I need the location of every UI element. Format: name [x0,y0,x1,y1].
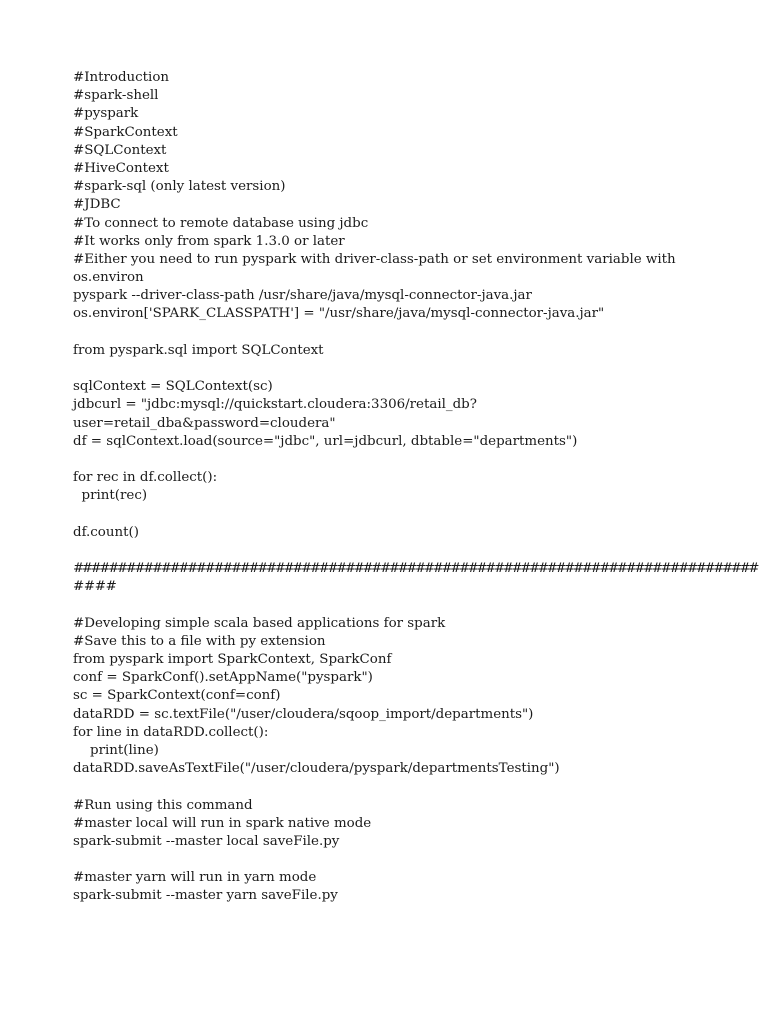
code-line: spark-submit --master local saveFile.py [73,833,340,849]
code-line: os.environ['SPARK_CLASSPATH'] = "/usr/share/java/mysql-connector-java.jar" [73,306,605,322]
blank-line [73,324,733,342]
code-line: sc = SparkContext(conf=conf) [73,688,281,704]
blank-line [73,506,733,524]
blank-line [73,596,733,614]
code-line: df.count() [73,524,139,540]
heading-introduction: #Introduction [73,70,170,85]
hash-separator: ############################################################################## [73,561,758,577]
text-line: os.environ [73,270,144,286]
code-line: user=retail_dba&password=cloudera" [73,415,336,431]
text-line: #SparkContext [73,124,178,140]
blank-line [73,851,733,869]
blank-line [73,778,733,796]
blank-line [73,451,733,469]
text-line: #spark-shell [73,88,159,104]
code-line: jdbcurl = "jdbc:mysql://quickstart.cloudera:3306/retail_db? [73,397,477,413]
code-line: print(line) [73,742,159,758]
code-line: dataRDD = sc.textFile("/user/cloudera/sqoop_import/departments") [73,706,534,722]
blank-line [73,542,733,560]
code-line: for rec in df.collect(): [73,470,218,486]
hash-separator-end: #### [73,579,117,595]
text-line: #HiveContext [73,160,169,176]
text-line: #pyspark [73,106,139,122]
text-line: #Developing simple scala based applications for spark [73,615,446,631]
code-line: sqlContext = SQLContext(sc) [73,379,273,395]
code-line: from pyspark import SparkContext, SparkConf [73,652,392,667]
blank-line [73,360,733,378]
code-line: dataRDD.saveAsTextFile("/user/cloudera/pyspark/departmentsTesting") [73,761,560,777]
code-line: pyspark --driver-class-path /usr/share/java/mysql-connector-java.jar [73,288,532,304]
code-line: conf = SparkConf().setAppName("pyspark") [73,670,373,686]
text-line: #SQLContext [73,142,167,158]
text-line: #spark-sql (only latest version) [73,179,286,195]
text-line: #To connect to remote database using jdbc [73,215,369,231]
text-line: #Run using this command [73,797,253,813]
code-line: df = sqlContext.load(source="jdbc", url=jdbcurl, dbtable="departments") [73,433,578,449]
code-line: for line in dataRDD.collect(): [73,724,269,740]
code-line: from pyspark.sql import SQLContext [73,342,324,358]
code-line: print(rec) [73,488,148,504]
text-line: #master yarn will run in yarn mode [73,870,317,886]
text-line: #It works only from spark 1.3.0 or later [73,233,345,249]
text-line: #Save this to a file with py extension [73,633,326,649]
document-body [73,69,758,906]
text-line: #Either you need to run pyspark with driver-class-path or set environment variable with [73,251,676,267]
text-line: #master local will run in spark native mode [73,815,372,831]
code-line: spark-submit --master yarn saveFile.py [73,888,338,904]
text-line: #JDBC [73,197,121,213]
